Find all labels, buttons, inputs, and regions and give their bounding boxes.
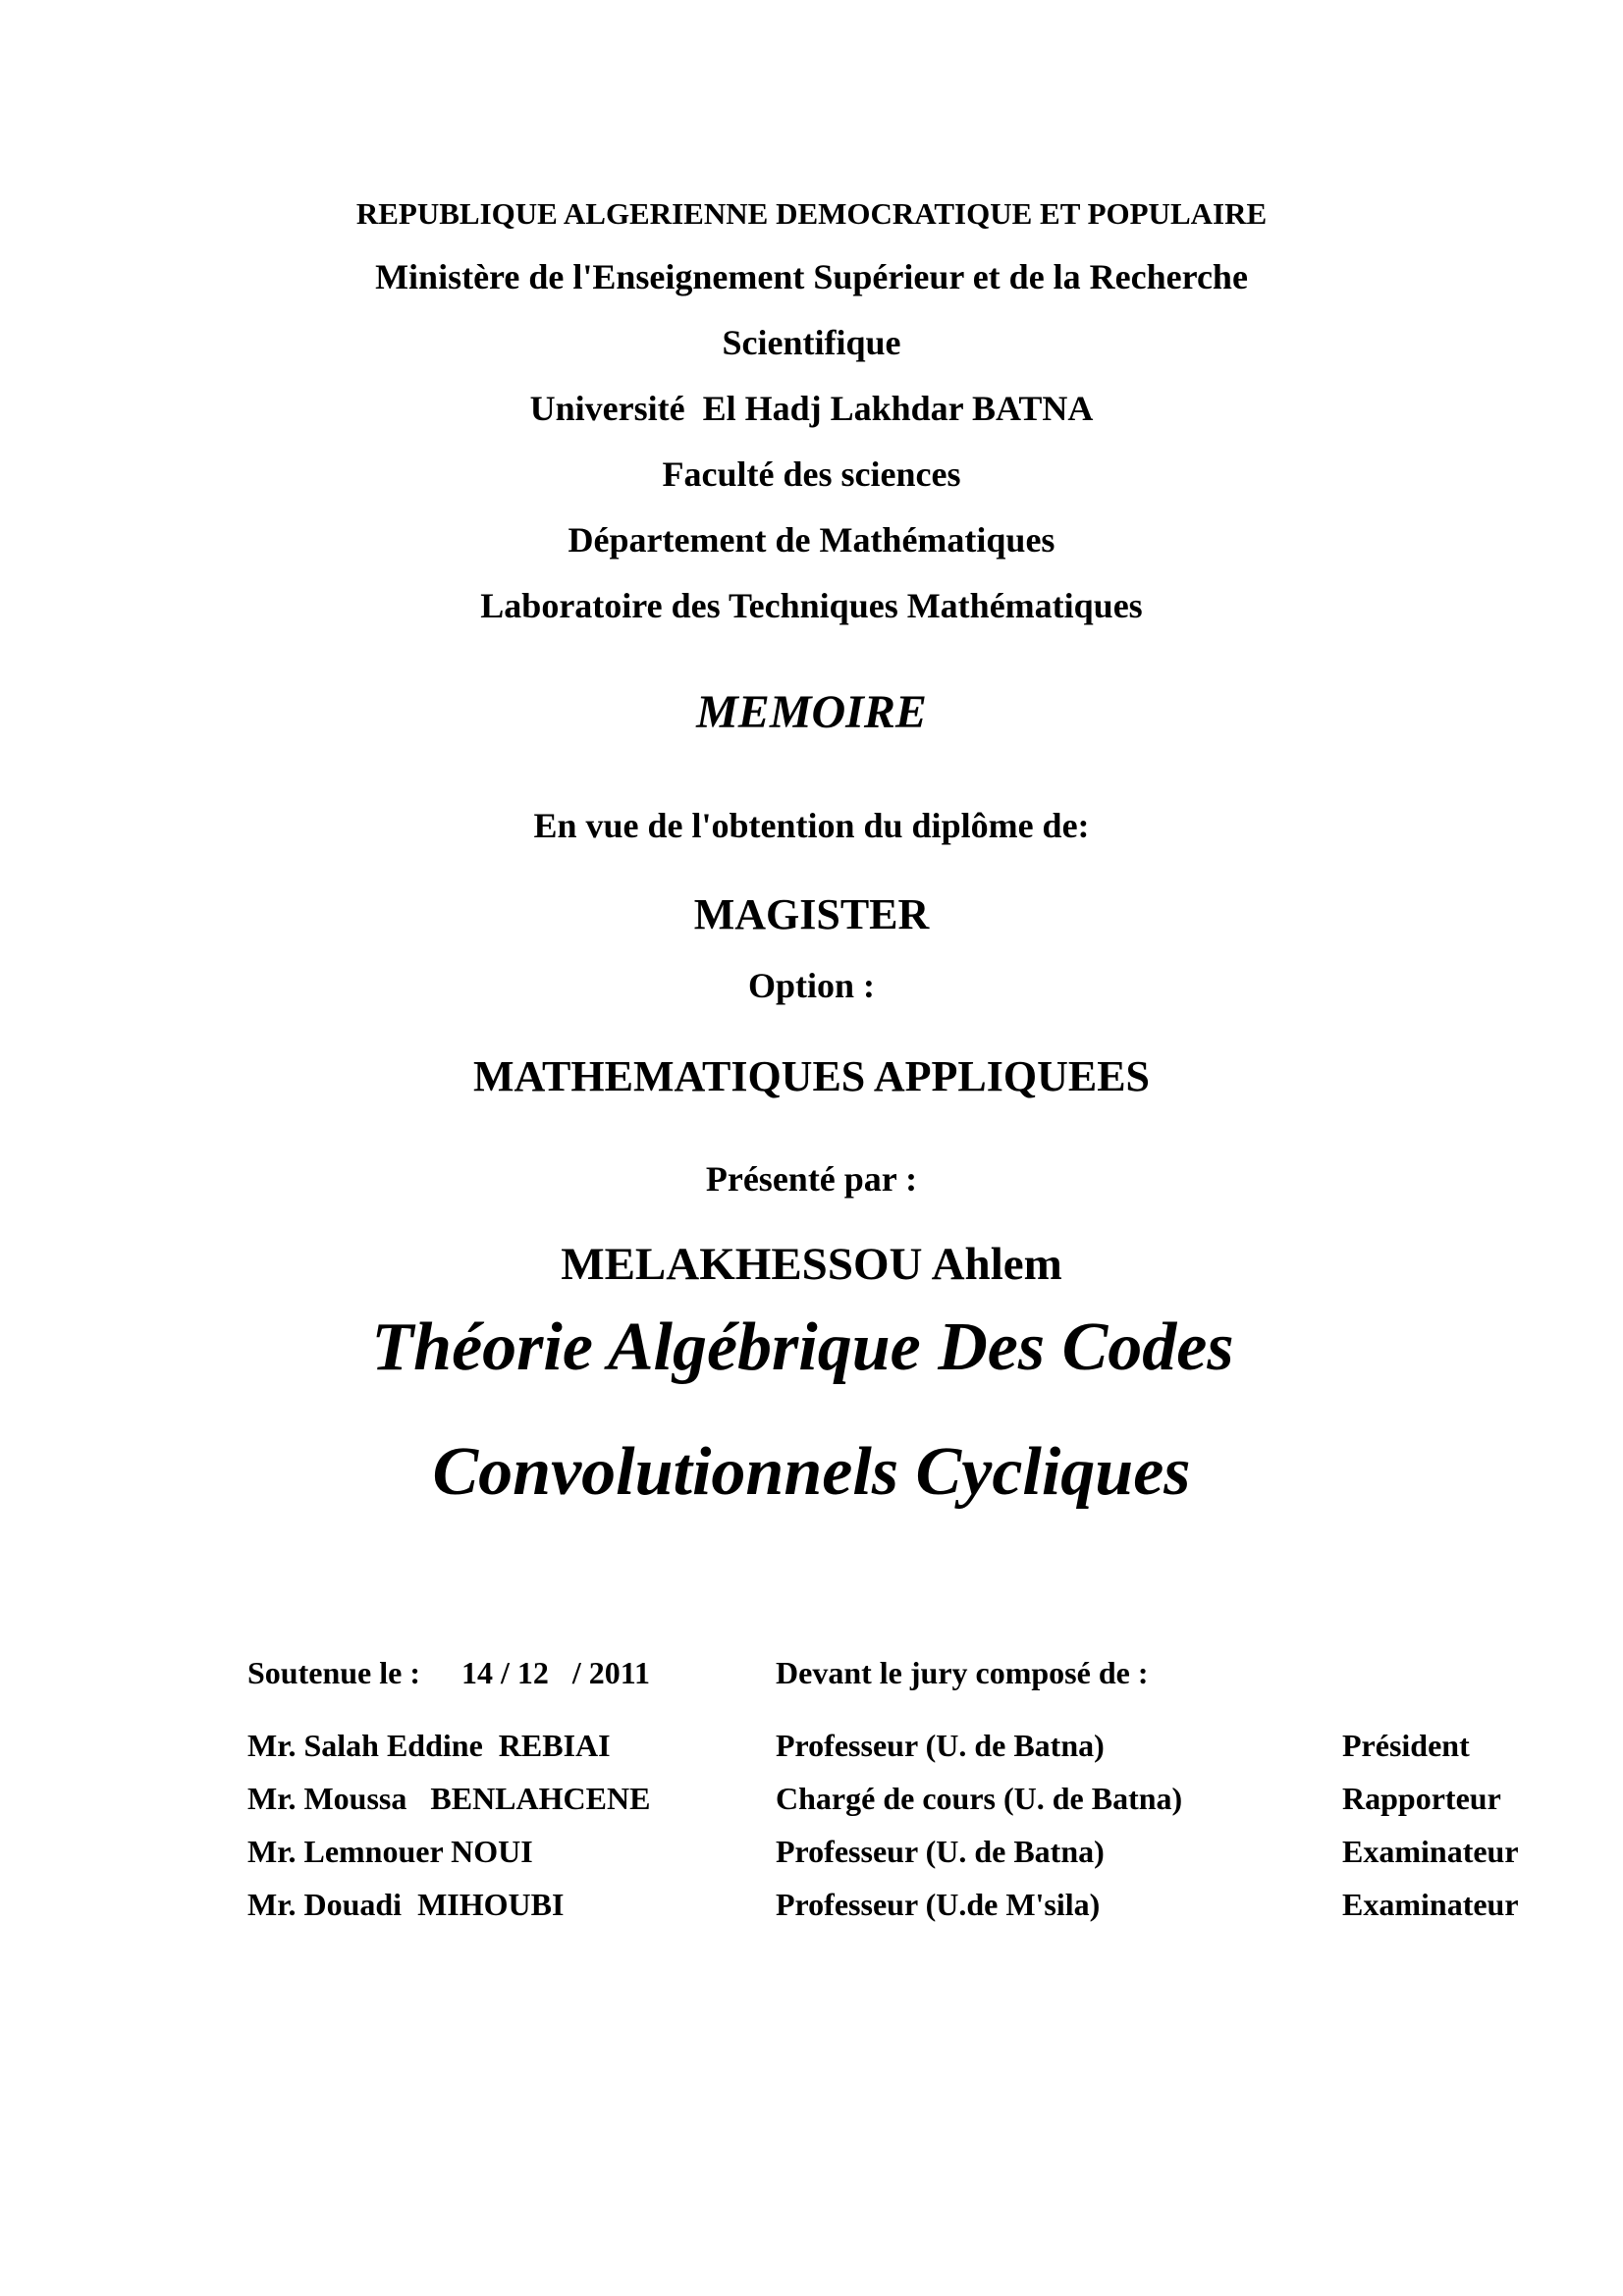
republic-line: REPUBLIQUE ALGERIENNE DEMOCRATIQUE ET POPULAIRE <box>355 196 1268 231</box>
jury-member-name: Mr. Douadi MIHOUBI <box>247 1887 565 1922</box>
jury-member-position: Chargé de cours (U. de Batna) <box>776 1781 1183 1816</box>
jury-label: Devant le jury composé de : <box>776 1655 1149 1690</box>
department-line: Département de Mathématiques <box>568 520 1055 560</box>
university-line: Université El Hadj Lakhdar BATNA <box>529 389 1094 428</box>
ministry-line-1: Ministère de l'Enseignement Supérieur et de la Recherche <box>375 257 1248 296</box>
jury-member-role: Président <box>1342 1728 1470 1763</box>
jury-member-name: Mr. Lemnouer NOUI <box>247 1834 533 1869</box>
ministry-line-2: Scientifique <box>722 323 901 362</box>
author-name: MELAKHESSOU Ahlem <box>561 1239 1062 1290</box>
jury-member-position: Professeur (U. de Batna) <box>776 1728 1105 1763</box>
jury-member-position: Professeur (U. de Batna) <box>776 1834 1105 1869</box>
document-type: MEMOIRE <box>696 686 927 738</box>
jury-member-name: Mr. Moussa BENLAHCENE <box>247 1781 651 1816</box>
thesis-title-line-2: Convolutionnels Cycliques <box>432 1434 1191 1510</box>
jury-member-role: Examinateur <box>1342 1887 1519 1922</box>
jury-member-role: Rapporteur <box>1342 1781 1501 1816</box>
option-value: MATHEMATIQUES APPLIQUEES <box>472 1052 1151 1100</box>
purpose-line: En vue de l'obtention du diplôme de: <box>533 806 1090 845</box>
jury-member-position: Professeur (U.de M'sila) <box>776 1887 1101 1922</box>
presented-by: Présenté par : <box>705 1159 918 1199</box>
defense-date: 14 / 12 / 2011 <box>461 1655 651 1690</box>
option-label: Option : <box>747 966 876 1005</box>
thesis-title-line-1: Théorie Algébrique Des Codes <box>371 1309 1234 1385</box>
faculty-line: Faculté des sciences <box>662 454 961 494</box>
laboratory-line: Laboratoire des Techniques Mathématiques <box>480 586 1143 625</box>
defense-date-label: Soutenue le : <box>247 1655 420 1690</box>
degree: MAGISTER <box>693 890 930 938</box>
jury-member-role: Examinateur <box>1342 1834 1519 1869</box>
jury-member-name: Mr. Salah Eddine REBIAI <box>247 1728 611 1763</box>
